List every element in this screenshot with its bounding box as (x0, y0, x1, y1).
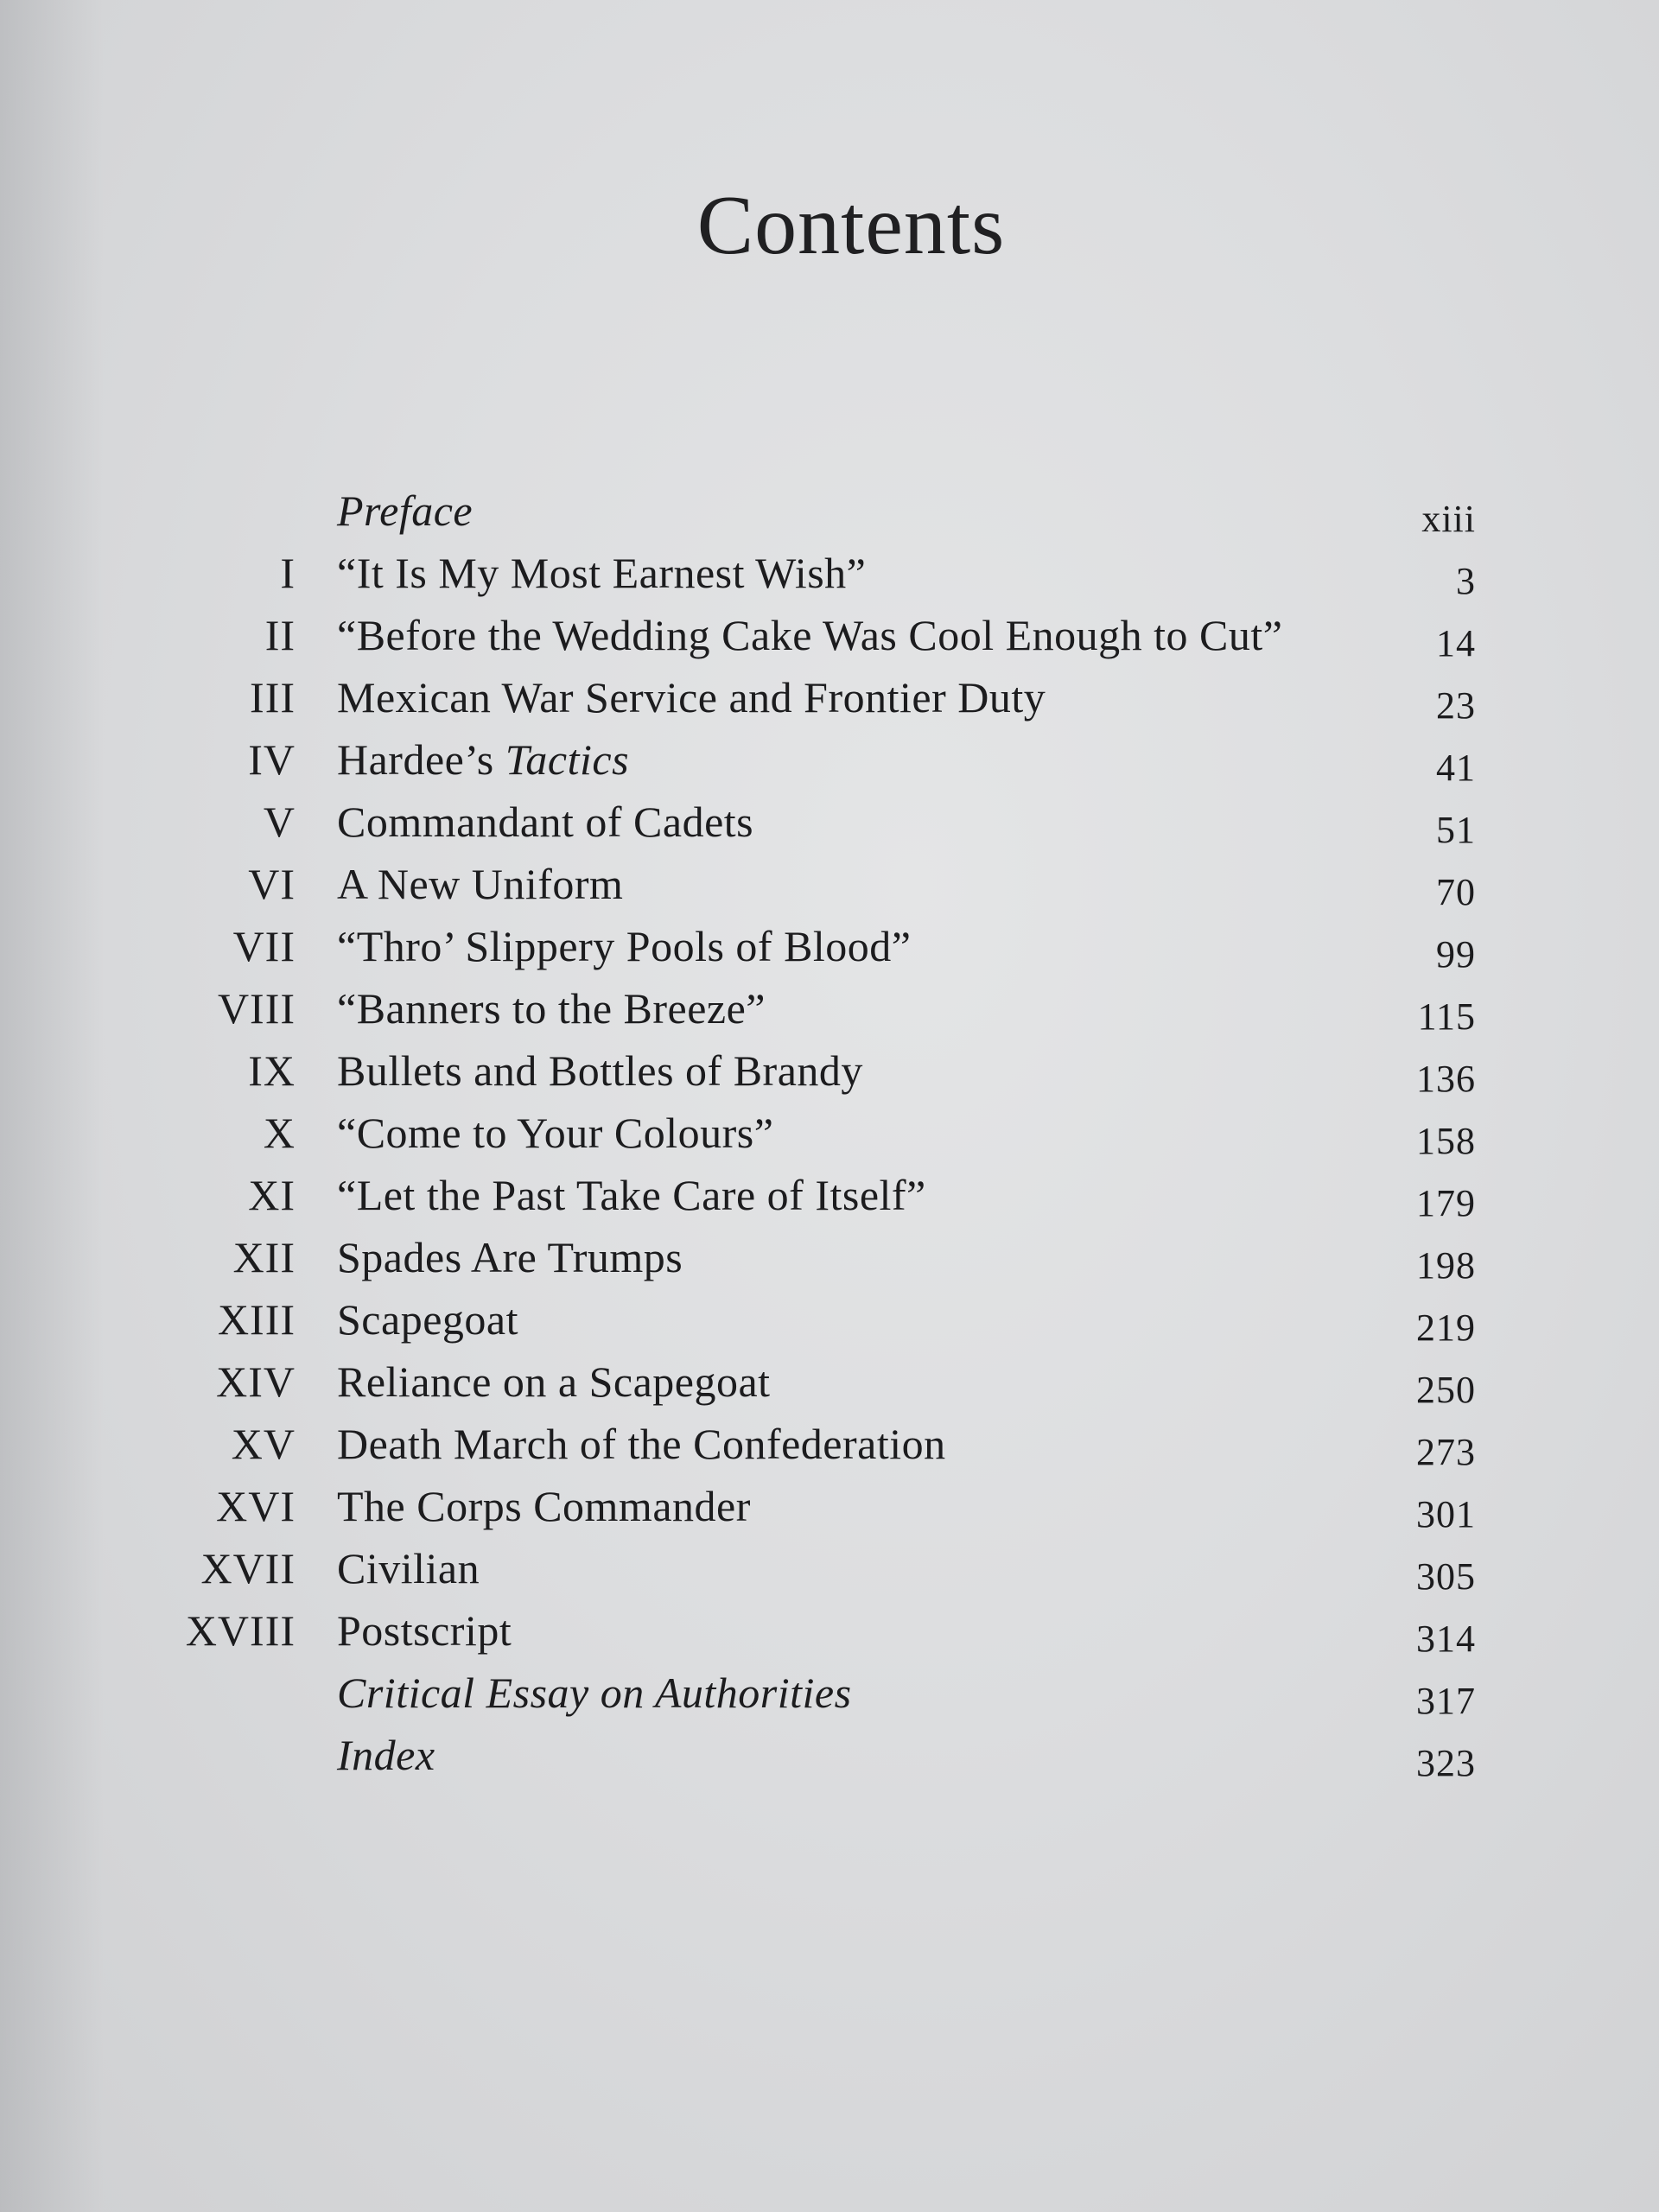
chapter-title-text: “Let the Past Take Care of Itself” (337, 1171, 926, 1219)
page-number: 317 (1416, 1680, 1476, 1722)
toc-entry (0, 1537, 1659, 1599)
page-number: 273 (1416, 1431, 1476, 1473)
chapter-title (337, 480, 473, 542)
chapter-title (337, 1475, 751, 1537)
chapter-number: I (280, 549, 296, 597)
chapter-title (337, 915, 912, 977)
chapter-number: III (250, 673, 296, 721)
chapter-title-text: “Before the Wedding Cake Was Cool Enough to Cut” (337, 611, 1283, 659)
chapter-title (337, 1724, 435, 1786)
chapter-title (337, 1351, 771, 1413)
chapter-number: XII (232, 1233, 296, 1281)
toc-entry (0, 791, 1659, 853)
chapter-title-text: “Thro’ Slippery Pools of Blood” (337, 922, 912, 970)
toc-entry (0, 728, 1659, 791)
chapter-title-text: “It Is My Most Earnest Wish” (337, 549, 867, 597)
page-number: 136 (1416, 1058, 1476, 1100)
chapter-title-text: Bullets and Bottles of Brandy (337, 1046, 863, 1095)
chapter-title (337, 1226, 683, 1288)
page-number: 219 (1416, 1306, 1476, 1349)
page-number: 323 (1416, 1742, 1476, 1784)
page-number: 158 (1416, 1120, 1476, 1162)
chapter-title (337, 1599, 512, 1662)
toc-entry (0, 853, 1659, 915)
toc-entry (0, 1413, 1659, 1475)
chapter-number: XI (248, 1171, 296, 1219)
page-number: xiii (1421, 498, 1476, 540)
chapter-number: VIII (217, 984, 296, 1033)
chapter-number: XVII (200, 1544, 296, 1592)
toc-entry (0, 1288, 1659, 1351)
page-number: 99 (1436, 933, 1476, 976)
toc-entry (0, 1351, 1659, 1413)
chapter-title-text: Scapegoat (337, 1295, 518, 1344)
chapter-title-text: Hardee’s (337, 735, 505, 784)
page-number: 198 (1416, 1244, 1476, 1287)
chapter-title-text: “Come to Your Colours” (337, 1109, 774, 1157)
chapter-title-text: Death March of the Confederation (337, 1420, 946, 1468)
toc-entry (0, 1724, 1659, 1786)
chapter-title-text: Postscript (337, 1606, 512, 1655)
chapter-number: IX (248, 1046, 296, 1095)
chapter-title-text: Critical Essay on Authorities (337, 1669, 852, 1717)
page-number: 3 (1456, 560, 1476, 602)
toc-entry (0, 542, 1659, 604)
chapter-title-text: “Banners to the Breeze” (337, 984, 766, 1033)
page-number: 314 (1416, 1618, 1476, 1660)
page-number: 179 (1416, 1182, 1476, 1224)
chapter-title (337, 1102, 773, 1164)
chapter-title-text: The Corps Commander (337, 1482, 751, 1530)
chapter-title (337, 542, 866, 604)
page-number: 23 (1436, 684, 1476, 727)
page-number: 115 (1417, 995, 1476, 1038)
chapter-number: VII (232, 922, 296, 970)
toc-entry (0, 915, 1659, 977)
chapter-title-italic: Tactics (505, 735, 630, 784)
chapter-number: XVI (216, 1482, 296, 1530)
chapter-number: XVIII (185, 1606, 296, 1655)
chapter-title-text: Mexican War Service and Frontier Duty (337, 673, 1046, 721)
chapter-title (337, 666, 1046, 728)
page-number: 14 (1436, 622, 1476, 664)
toc-entry (0, 1662, 1659, 1724)
page-title: Contents (696, 179, 1006, 272)
toc-entry (0, 1475, 1659, 1537)
chapter-title-text: Index (337, 1731, 435, 1779)
chapter-title (337, 1164, 926, 1226)
chapter-number: IV (248, 735, 296, 784)
toc-entry (0, 666, 1659, 728)
chapter-number: VI (248, 860, 296, 908)
chapter-title-text: Commandant of Cadets (337, 798, 754, 846)
toc-entry (0, 977, 1659, 1039)
page-number: 41 (1436, 747, 1476, 789)
chapter-title-text: Civilian (337, 1544, 480, 1592)
chapter-number: X (263, 1109, 296, 1157)
chapter-number: II (264, 611, 296, 659)
chapter-number: XIII (217, 1295, 296, 1344)
toc-entry (0, 480, 1659, 542)
chapter-title (337, 728, 629, 791)
chapter-number: V (263, 798, 296, 846)
table-of-contents (0, 480, 1659, 1786)
chapter-title (337, 1039, 863, 1102)
page-number: 51 (1436, 809, 1476, 851)
chapter-title-text: Preface (337, 486, 474, 535)
chapter-title (337, 1413, 946, 1475)
chapter-number: XIV (216, 1357, 296, 1406)
page-number: 250 (1416, 1369, 1476, 1411)
chapter-title-text: Reliance on a Scapegoat (337, 1357, 771, 1406)
chapter-title (337, 604, 1282, 666)
chapter-title-text: Spades Are Trumps (337, 1233, 683, 1281)
chapter-title-text: A New Uniform (337, 860, 624, 908)
page-number: 70 (1436, 871, 1476, 913)
page-number: 305 (1416, 1555, 1476, 1598)
chapter-title (337, 1288, 518, 1351)
toc-entry (0, 1102, 1659, 1164)
chapter-title (337, 1662, 852, 1724)
page-number: 301 (1416, 1493, 1476, 1535)
toc-entry (0, 1599, 1659, 1662)
chapter-title (337, 977, 766, 1039)
chapter-number: XV (231, 1420, 296, 1468)
toc-entry (0, 1226, 1659, 1288)
chapter-title (337, 791, 753, 853)
toc-entry (0, 1039, 1659, 1102)
toc-entry (0, 604, 1659, 666)
toc-entry (0, 1164, 1659, 1226)
chapter-title (337, 853, 623, 915)
chapter-title (337, 1537, 480, 1599)
